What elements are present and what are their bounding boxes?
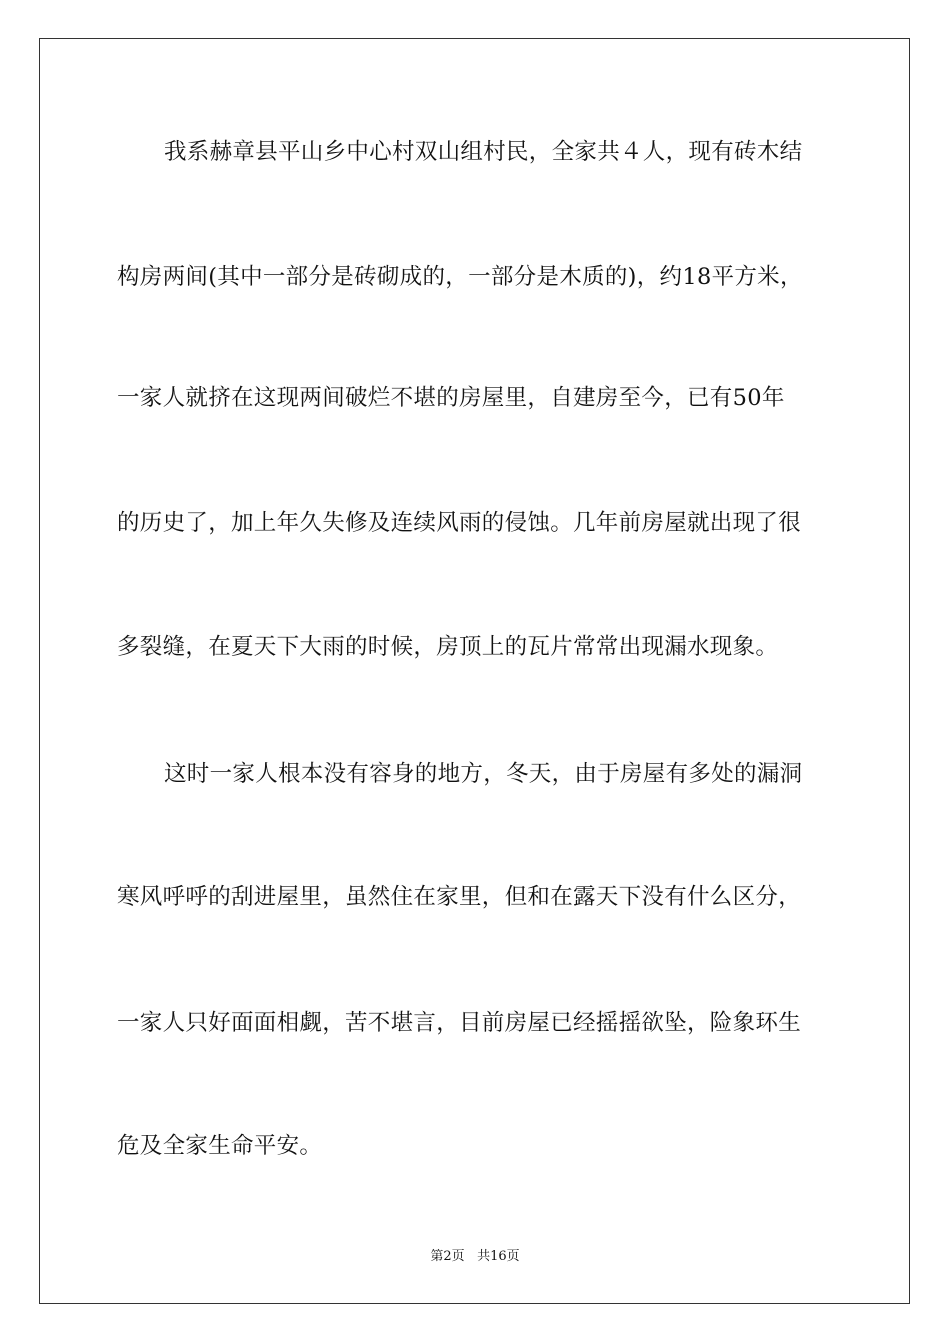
- page-total: 共16页: [477, 1249, 520, 1264]
- text-line: 一家人就挤在这现两间破烂不堪的房屋里，自建房至今，已有50年: [117, 385, 785, 411]
- text-line: 一家人只好面面相觑，苦不堪言，目前房屋已经摇摇欲坠，险象环生: [117, 1010, 802, 1036]
- text-line: 多裂缝，在夏天下大雨的时候，房顶上的瓦片常常出现漏水现象。: [117, 634, 779, 660]
- page-footer: [0, 1248, 950, 1266]
- page-border: [39, 38, 910, 1304]
- text-line: 我系赫章县平山乡中心村双山组村民，全家共４人，现有砖木结: [164, 139, 803, 165]
- text-line: 构房两间(其中一部分是砖砌成的，一部分是木质的)，约18平方米，: [117, 264, 803, 290]
- text-line: 的历史了，加上年久失修及连续风雨的侵蚀。几年前房屋就出现了很: [117, 510, 802, 536]
- text-line: 危及全家生命平安。: [117, 1133, 323, 1159]
- page-number: 第2页: [430, 1249, 465, 1264]
- text-line: 这时一家人根本没有容身的地方，冬天，由于房屋有多处的漏洞: [164, 761, 803, 787]
- text-line: 寒风呼呼的刮进屋里，虽然住在家里，但和在露天下没有什么区分，: [117, 884, 802, 910]
